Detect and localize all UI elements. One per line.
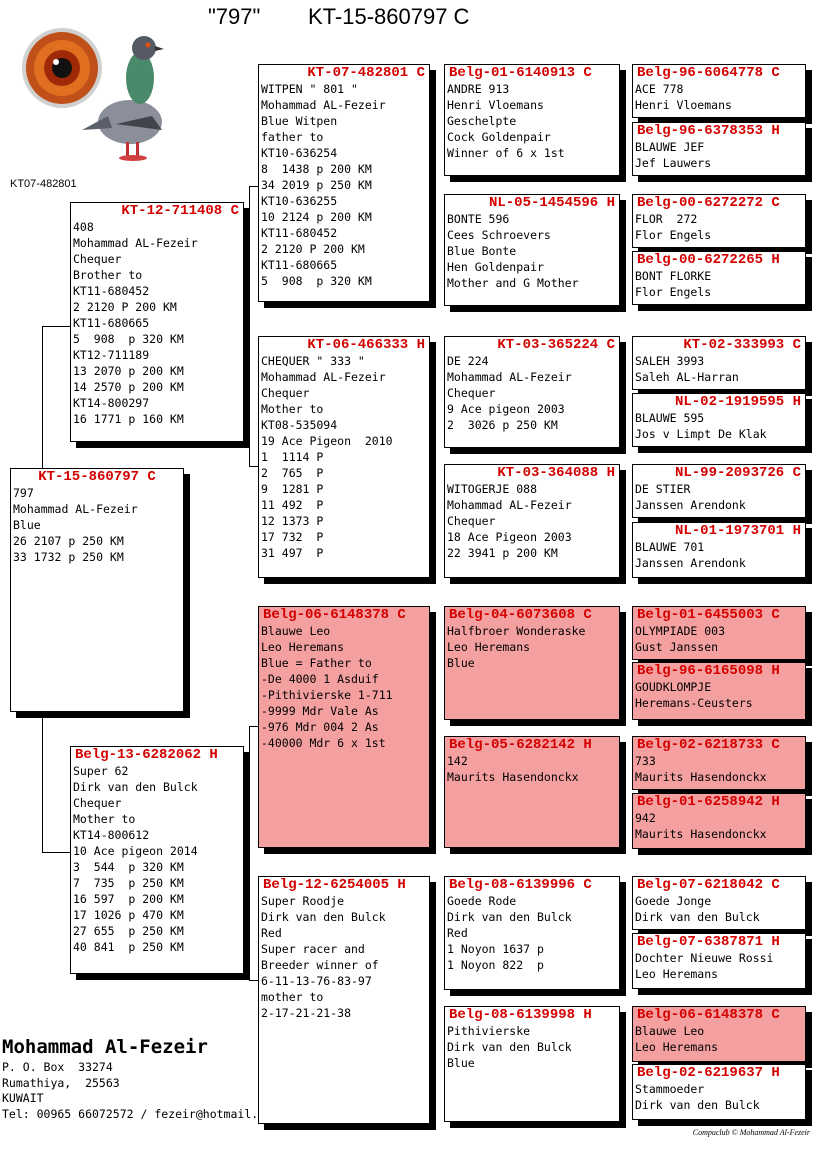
info-line: Blue Witpen bbox=[261, 114, 338, 128]
ring-number: Belg-07-6218042 C bbox=[637, 877, 780, 893]
ring-number: Belg-96-6165098 H bbox=[637, 663, 780, 679]
pedigree-box-gen5 bbox=[632, 464, 806, 518]
info-line: 408 bbox=[73, 220, 94, 234]
connector-line bbox=[249, 980, 258, 981]
info-line: Mohammad AL-Fezeir bbox=[261, 370, 386, 384]
pedigree-box-gen5 bbox=[632, 522, 806, 578]
info-line: 3 544 p 320 KM bbox=[73, 860, 184, 874]
info-line: KT11-680452 bbox=[261, 226, 338, 240]
info-line: 22 3941 p 200 KM bbox=[447, 546, 558, 560]
info-line: -Pithivierske 1-711 bbox=[261, 688, 393, 702]
ring-number: NL-01-1973701 H bbox=[674, 523, 801, 539]
info-line: 34 2019 p 250 KM bbox=[261, 178, 372, 192]
connector-line bbox=[249, 466, 258, 467]
info-line: 142 bbox=[447, 754, 468, 768]
info-line: Blue bbox=[447, 1056, 475, 1070]
info-line: Flor Engels bbox=[635, 228, 712, 242]
info-line: 26 2107 p 250 KM bbox=[13, 534, 124, 548]
info-line: 1 Noyon 1637 p bbox=[447, 942, 544, 956]
info-line: Leo Heremans bbox=[261, 640, 345, 654]
info-line: Blue Bonte bbox=[447, 244, 517, 258]
pedigree-box-gen5 bbox=[632, 1064, 806, 1120]
pigeon-nickname: "797" bbox=[208, 4, 261, 29]
ring-number: Belg-08-6139998 H bbox=[449, 1007, 592, 1023]
info-line: Chequer bbox=[261, 386, 310, 400]
pedigree-box-gen5 bbox=[632, 1006, 806, 1062]
info-line: 2-17-21-21-38 bbox=[261, 1006, 352, 1020]
ring-number: KT-03-365224 C bbox=[497, 337, 615, 353]
pedigree-box-gen5 bbox=[632, 876, 806, 930]
pedigree-box-gen5 bbox=[632, 64, 806, 118]
info-line: 17 1026 p 470 KM bbox=[73, 908, 184, 922]
pedigree-box-gen4 bbox=[444, 336, 620, 448]
pedigree-box-gen4 bbox=[444, 876, 620, 990]
info-line: 5 908 p 320 KM bbox=[261, 274, 372, 288]
connector-line bbox=[42, 852, 70, 853]
info-line: -De 4000 1 Asduif bbox=[261, 672, 379, 686]
pigeon-photo bbox=[12, 12, 172, 172]
info-line: 5 908 p 320 KM bbox=[73, 332, 184, 346]
pedigree-box-gen5 bbox=[632, 933, 806, 989]
info-line: Leo Heremans bbox=[635, 1040, 719, 1054]
info-line: Dirk van den Bulck bbox=[447, 1040, 572, 1054]
connector-line bbox=[42, 326, 70, 327]
info-line: Mohammad AL-Fezeir bbox=[447, 370, 572, 384]
ring-number: NL-99-2093726 C bbox=[674, 465, 801, 481]
info-line: 17 732 P bbox=[261, 530, 324, 544]
info-line: ACE 778 bbox=[635, 82, 684, 96]
info-line: 9 Ace pigeon 2003 bbox=[447, 402, 565, 416]
info-line: Chequer bbox=[447, 386, 496, 400]
info-line: Jos v Limpt De Klak bbox=[635, 427, 767, 441]
info-line: 10 2124 p 200 KM bbox=[261, 210, 372, 224]
owner-address bbox=[2, 1060, 258, 1122]
info-line: SALEH 3993 bbox=[635, 354, 705, 368]
connector-line bbox=[249, 186, 258, 187]
info-line: Blue bbox=[447, 656, 475, 670]
owner-name: Mohammad Al-Fezeir bbox=[2, 1036, 208, 1058]
info-line: KT14-800297 bbox=[73, 396, 150, 410]
connector-line bbox=[249, 186, 250, 466]
info-line: Brother to bbox=[73, 268, 143, 282]
info-line: Super Roodje bbox=[261, 894, 345, 908]
address-line: Tel: 00965 66072572 / fezeir@hotmail. bbox=[2, 1106, 259, 1121]
ring-number: Belg-12-6254005 H bbox=[263, 877, 406, 893]
ring-number: KT-03-364088 H bbox=[497, 465, 615, 481]
info-line: KT11-680452 bbox=[73, 284, 150, 298]
pedigree-box-gen5 bbox=[632, 251, 806, 305]
ring-number: Belg-02-6219637 H bbox=[637, 1065, 780, 1081]
info-line: 40 841 p 250 KM bbox=[73, 940, 184, 954]
pedigree-box-sire bbox=[70, 202, 244, 442]
info-line: KT11-680665 bbox=[73, 316, 150, 330]
ring-number: Belg-13-6282062 H bbox=[75, 747, 218, 763]
info-line: GOUDKLOMPJE bbox=[635, 680, 712, 694]
photo-caption: KT07-482801 bbox=[10, 178, 77, 190]
info-line: Maurits Hasendonckx bbox=[635, 770, 767, 784]
info-line: 1 Noyon 822 p bbox=[447, 958, 544, 972]
info-line: CHEQUER " 333 " bbox=[261, 354, 365, 368]
info-line: 33 1732 p 250 KM bbox=[13, 550, 124, 564]
info-line: Goede Rode bbox=[447, 894, 517, 908]
info-line: Halfbroer Wonderaske bbox=[447, 624, 586, 638]
pedigree-box-gen5 bbox=[632, 336, 806, 390]
info-line: Cees Schroevers bbox=[447, 228, 551, 242]
pedigree-box-gen5 bbox=[632, 606, 806, 660]
info-line: 942 bbox=[635, 811, 656, 825]
info-line: Mother and G Mother bbox=[447, 276, 579, 290]
info-line: Dirk van den Bulck bbox=[261, 910, 386, 924]
info-line: Super racer and bbox=[261, 942, 365, 956]
info-line: 27 655 p 250 KM bbox=[73, 924, 184, 938]
pedigree-box-dam-sire bbox=[258, 606, 430, 848]
info-line: Mohammad AL-Fezeir bbox=[447, 498, 572, 512]
info-line: Dirk van den Bulck bbox=[635, 910, 760, 924]
info-line: Saleh AL-Harran bbox=[635, 370, 739, 384]
info-line: 16 1771 p 160 KM bbox=[73, 412, 184, 426]
ring-number: Belg-05-6282142 H bbox=[449, 737, 592, 753]
info-line: 2 2120 P 200 KM bbox=[261, 242, 365, 256]
ring-number: Belg-08-6139996 C bbox=[449, 877, 592, 893]
info-line: 9 1281 P bbox=[261, 482, 324, 496]
info-line: Hen Goldenpair bbox=[447, 260, 544, 274]
ring-number: Belg-06-6148378 C bbox=[263, 607, 406, 623]
info-line: Maurits Hasendonckx bbox=[447, 770, 579, 784]
info-line: Blauwe Leo bbox=[635, 1024, 705, 1038]
info-line: Geschelpte bbox=[447, 114, 517, 128]
info-line: Janssen Arendonk bbox=[635, 556, 746, 570]
connector-line bbox=[249, 726, 258, 727]
pedigree-box-gen5 bbox=[632, 736, 806, 790]
ring-number: NL-05-1454596 H bbox=[488, 195, 615, 211]
info-line: 6-11-13-76-83-97 bbox=[261, 974, 372, 988]
info-line: -9999 Mdr Vale As bbox=[261, 704, 379, 718]
info-line: 14 2570 p 200 KM bbox=[73, 380, 184, 394]
info-line: 13 2070 p 200 KM bbox=[73, 364, 184, 378]
info-line: Mohammad AL-Fezeir bbox=[261, 98, 386, 112]
info-line: Heremans-Ceusters bbox=[635, 696, 753, 710]
info-line: Dirk van den Bulck bbox=[635, 1098, 760, 1112]
ring-number: KT-07-482801 C bbox=[307, 65, 425, 81]
pedigree-box-gen4 bbox=[444, 1006, 620, 1122]
info-line: 2 3026 p 250 KM bbox=[447, 418, 558, 432]
info-line: KT12-711189 bbox=[73, 348, 150, 362]
pigeon-eye-and-bird-image bbox=[12, 12, 172, 172]
info-line: Henri Vloemans bbox=[635, 98, 732, 112]
pedigree-box-gen4 bbox=[444, 606, 620, 720]
info-line: Super 62 bbox=[73, 764, 129, 778]
info-line: DE 224 bbox=[447, 354, 489, 368]
ring-number: Belg-02-6218733 C bbox=[637, 737, 780, 753]
info-line: Winner of 6 x 1st bbox=[447, 146, 565, 160]
address-line: P. O. Box 33274 bbox=[2, 1060, 113, 1074]
info-line: 16 597 p 200 KM bbox=[73, 892, 184, 906]
ring-number: Belg-00-6272265 H bbox=[637, 252, 780, 268]
info-line: Jef Lauwers bbox=[635, 156, 712, 170]
info-line: 12 1373 P bbox=[261, 514, 324, 528]
ring-number: Belg-01-6140913 C bbox=[449, 65, 592, 81]
info-line: FLOR 272 bbox=[635, 212, 698, 226]
ring-number: Belg-06-6148378 C bbox=[637, 1007, 780, 1023]
info-line: 7 735 p 250 KM bbox=[73, 876, 184, 890]
pedigree-box-gen4 bbox=[444, 464, 620, 578]
ring-number: KT-12-711408 C bbox=[121, 203, 239, 219]
ring-number: Belg-04-6073608 C bbox=[449, 607, 592, 623]
info-line: Henri Vloemans bbox=[447, 98, 544, 112]
ring-number: Belg-96-6064778 C bbox=[637, 65, 780, 81]
pigeon-ring-title: KT-15-860797 C bbox=[308, 4, 470, 29]
info-line: 2 765 P bbox=[261, 466, 324, 480]
ring-number: Belg-96-6378353 H bbox=[637, 123, 780, 139]
pedigree-box-gen5 bbox=[632, 194, 806, 248]
info-line: Maurits Hasendonckx bbox=[635, 827, 767, 841]
info-line: father to bbox=[261, 130, 324, 144]
info-line: KT14-800612 bbox=[73, 828, 150, 842]
info-line: KT08-535094 bbox=[261, 418, 338, 432]
info-line: Janssen Arendonk bbox=[635, 498, 746, 512]
pedigree-box-gen5 bbox=[632, 793, 806, 849]
pedigree-box-sire-dam bbox=[258, 336, 430, 578]
info-line: Red bbox=[447, 926, 468, 940]
info-line: OLYMPIADE 003 bbox=[635, 624, 726, 638]
info-line: BLAUWE 701 bbox=[635, 540, 705, 554]
pedigree-box-subject bbox=[10, 468, 184, 712]
info-line: Blauwe Leo bbox=[261, 624, 331, 638]
info-line: 18 Ace Pigeon 2003 bbox=[447, 530, 572, 544]
info-line: 8 1438 p 200 KM bbox=[261, 162, 372, 176]
footer-credit: Compuclub © Mohammad Al-Fezeir bbox=[692, 1128, 810, 1137]
info-line: Pithivierske bbox=[447, 1024, 531, 1038]
connector-line bbox=[42, 712, 43, 852]
ring-number: Belg-07-6387871 H bbox=[637, 934, 780, 950]
info-line: Goede Jonge bbox=[635, 894, 712, 908]
info-line: Flor Engels bbox=[635, 285, 712, 299]
info-line: DE STIER bbox=[635, 482, 691, 496]
info-line: -976 Mdr 004 2 As bbox=[261, 720, 379, 734]
info-line: BONT FLORKE bbox=[635, 269, 712, 283]
connector-line bbox=[249, 726, 250, 980]
pedigree-box-gen4 bbox=[444, 64, 620, 176]
info-line: Red bbox=[261, 926, 282, 940]
ring-number: NL-02-1919595 H bbox=[674, 394, 801, 410]
ring-number: KT-06-466333 H bbox=[307, 337, 425, 353]
pedigree-box-gen5 bbox=[632, 122, 806, 176]
info-line: Leo Heremans bbox=[447, 640, 531, 654]
pedigree-box-gen4 bbox=[444, 194, 620, 306]
info-line: 10 Ace pigeon 2014 bbox=[73, 844, 198, 858]
info-line: Stammoeder bbox=[635, 1082, 705, 1096]
info-line: mother to bbox=[261, 990, 324, 1004]
info-line: Gust Janssen bbox=[635, 640, 719, 654]
info-line: Mother to bbox=[73, 812, 136, 826]
info-line: KT11-680665 bbox=[261, 258, 338, 272]
info-line: BONTE 596 bbox=[447, 212, 510, 226]
address-line: KUWAIT bbox=[2, 1091, 44, 1105]
info-line: 11 492 P bbox=[261, 498, 324, 512]
pedigree-box-sire-sire bbox=[258, 64, 430, 302]
info-line: Chequer bbox=[447, 514, 496, 528]
info-line: Dirk van den Bulck bbox=[73, 780, 198, 794]
info-line: KT10-636255 bbox=[261, 194, 338, 208]
pedigree-box-gen5 bbox=[632, 662, 806, 720]
ring-number: Belg-01-6258942 H bbox=[637, 794, 780, 810]
pedigree-box-gen5 bbox=[632, 393, 806, 447]
info-line: Cock Goldenpair bbox=[447, 130, 551, 144]
info-line: Chequer bbox=[73, 796, 122, 810]
info-line: Chequer bbox=[73, 252, 122, 266]
info-line: Mohammad AL-Fezeir bbox=[13, 502, 138, 516]
pedigree-box-dam bbox=[70, 746, 244, 974]
info-line: Mohammad AL-Fezeir bbox=[73, 236, 198, 250]
pedigree-box-dam-dam bbox=[258, 876, 430, 1124]
ring-number: Belg-01-6455003 C bbox=[637, 607, 780, 623]
pedigree-box-gen4 bbox=[444, 736, 620, 848]
info-line: 733 bbox=[635, 754, 656, 768]
info-line: Dochter Nieuwe Rossi bbox=[635, 951, 774, 965]
address-line: Rumathiya, 25563 bbox=[2, 1075, 120, 1090]
connector-line bbox=[42, 326, 43, 468]
info-line: 1 1114 P bbox=[261, 450, 324, 464]
info-line: Dirk van den Bulck bbox=[447, 910, 572, 924]
info-line: Leo Heremans bbox=[635, 967, 719, 981]
info-line: 797 bbox=[13, 486, 34, 500]
info-line: 31 497 P bbox=[261, 546, 324, 560]
info-line: WITPEN " 801 " bbox=[261, 82, 358, 96]
info-line: ANDRE 913 bbox=[447, 82, 510, 96]
info-line: Blue = Father to bbox=[261, 656, 372, 670]
info-line: WITOGERJE 088 bbox=[447, 482, 538, 496]
info-line: 2 2120 P 200 KM bbox=[73, 300, 177, 314]
info-line: BLAUWE JEF bbox=[635, 140, 705, 154]
info-line: -40000 Mdr 6 x 1st bbox=[261, 736, 386, 750]
info-line: Breeder winner of bbox=[261, 958, 379, 972]
info-line: 19 Ace Pigeon 2010 bbox=[261, 434, 393, 448]
info-line: BLAUWE 595 bbox=[635, 411, 705, 425]
ring-number: Belg-00-6272272 C bbox=[637, 195, 780, 211]
info-line: KT10-636254 bbox=[261, 146, 338, 160]
info-line: Blue bbox=[13, 518, 41, 532]
info-line: Mother to bbox=[261, 402, 324, 416]
ring-number: KT-15-860797 C bbox=[38, 469, 156, 485]
ring-number: KT-02-333993 C bbox=[683, 337, 801, 353]
